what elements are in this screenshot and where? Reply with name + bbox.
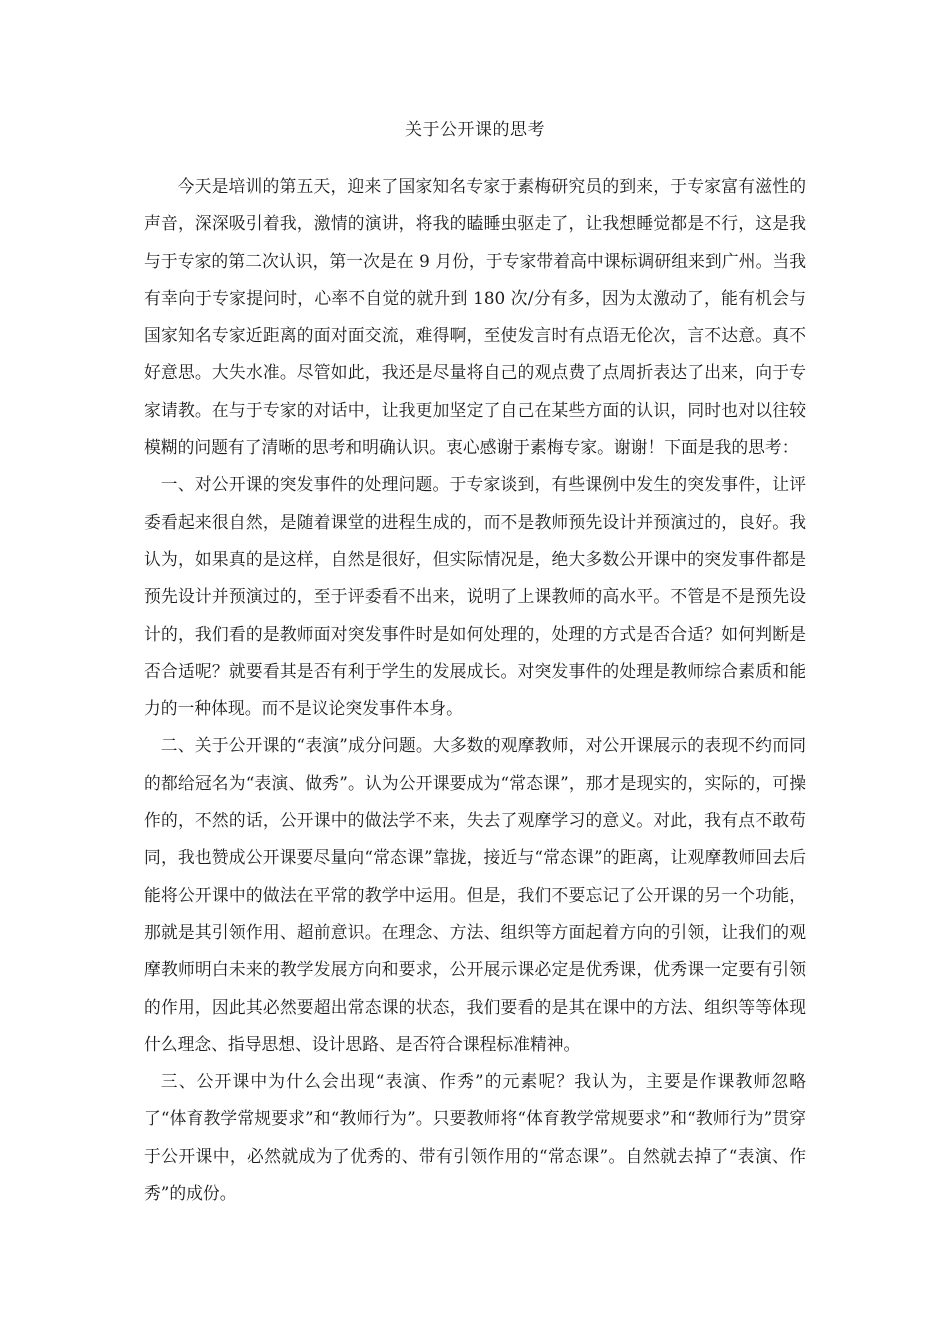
document-title: 关于公开课的思考 <box>405 120 545 140</box>
point-one-paragraph: 一、对公开课的突发事件的处理问题。于专家谈到，有些课例中发生的突发事件，让评委看起来很自然，是随着课堂的进程生成的，而不是教师预先设计并预演过的，良好。我认为，如果真的是这样，自然是很好，但实际情况是，绝大多数公开课中的突发事件都是预先设计并预演过的，至于评委看不出来，说明了上课教师的高水平。不管是不是预先设计的，我们看的是教师面对突发事件时是如何处理的，处理的方式是否合适？如何判断是否合适呢？就要看其是否有利于学生的发展成长。对突发事件的处理是教师综合素质和能力的一种体现。而不是议论突发事件本身。 <box>144 474 806 719</box>
point-two-paragraph: 二、关于公开课的“表演”成分问题。大多数的观摩教师，对公开课展示的表现不约而同的都给冠名为“表演、做秀”。认为公开课要成为“常态课”，那才是现实的，实际的，可操作的，不然的话，公开课中的做法学不来，失去了观摩学习的意义。对此，我有点不敢苟同，我也赞成公开课要尽量向“常态课”靠拢，接近与“常态课”的距离，让观摩教师回去后能将公开课中的做法在平常的教学中运用。但是，我们不要忘记了公开课的另一个功能，那就是其引领作用、超前意识。在理念、方法、组织等方面起着方向的引领，让我们的观摩教师明白未来的教学发展方向和要求，公开展示课必定是优秀课，优秀课一定要有引领的作用，因此其必然要超出常态课的状态，我们要看的是其在课中的方法、组织等等体现什么理念、指导思想、设计思路、是否符合课程标准精神。 <box>144 735 806 1054</box>
intro-paragraph: 今天是培训的第五天，迎来了国家知名专家于素梅研究员的到来，于专家富有滋性的声音，深深吸引着我，激情的演讲，将我的瞌睡虫驱走了，让我想睡觉都是不行，这是我与于专家的第二次认识，第一次是在 9 月份，于专家带着高中课标调研组来到广州。当我有幸向于专家提问时，心率不自觉的就升到 180 次/分有多，因为太激动了，能有机会与国家知名专家近距离的面对面交流，难得啊，至使发言时有点语无伦次，言不达意。真不好意思。大失水准。尽管如此，我还是尽量将自己的观点费了点周折表达了出来，向于专家请教。在与于专家的对话中，让我更加坚定了自己在某些方面的认识，同时也对以往较模糊的问题有了清晰的思考和明确认识。衷心感谢于素梅专家。谢谢！下面是我的思考： <box>144 176 806 458</box>
point-three-paragraph: 三、公开课中为什么会出现“表演、作秀”的元素呢？我认为，主要是作课教师忽略了“体育教学常规要求”和“教师行为”。只要教师将“体育教学常规要求”和“教师行为”贯穿于公开课中，必然就成为了优秀的、带有引领作用的“常态课”。自然就去掉了“表演、作秀”的成份。 <box>144 1071 806 1204</box>
document-body <box>144 168 806 1212</box>
